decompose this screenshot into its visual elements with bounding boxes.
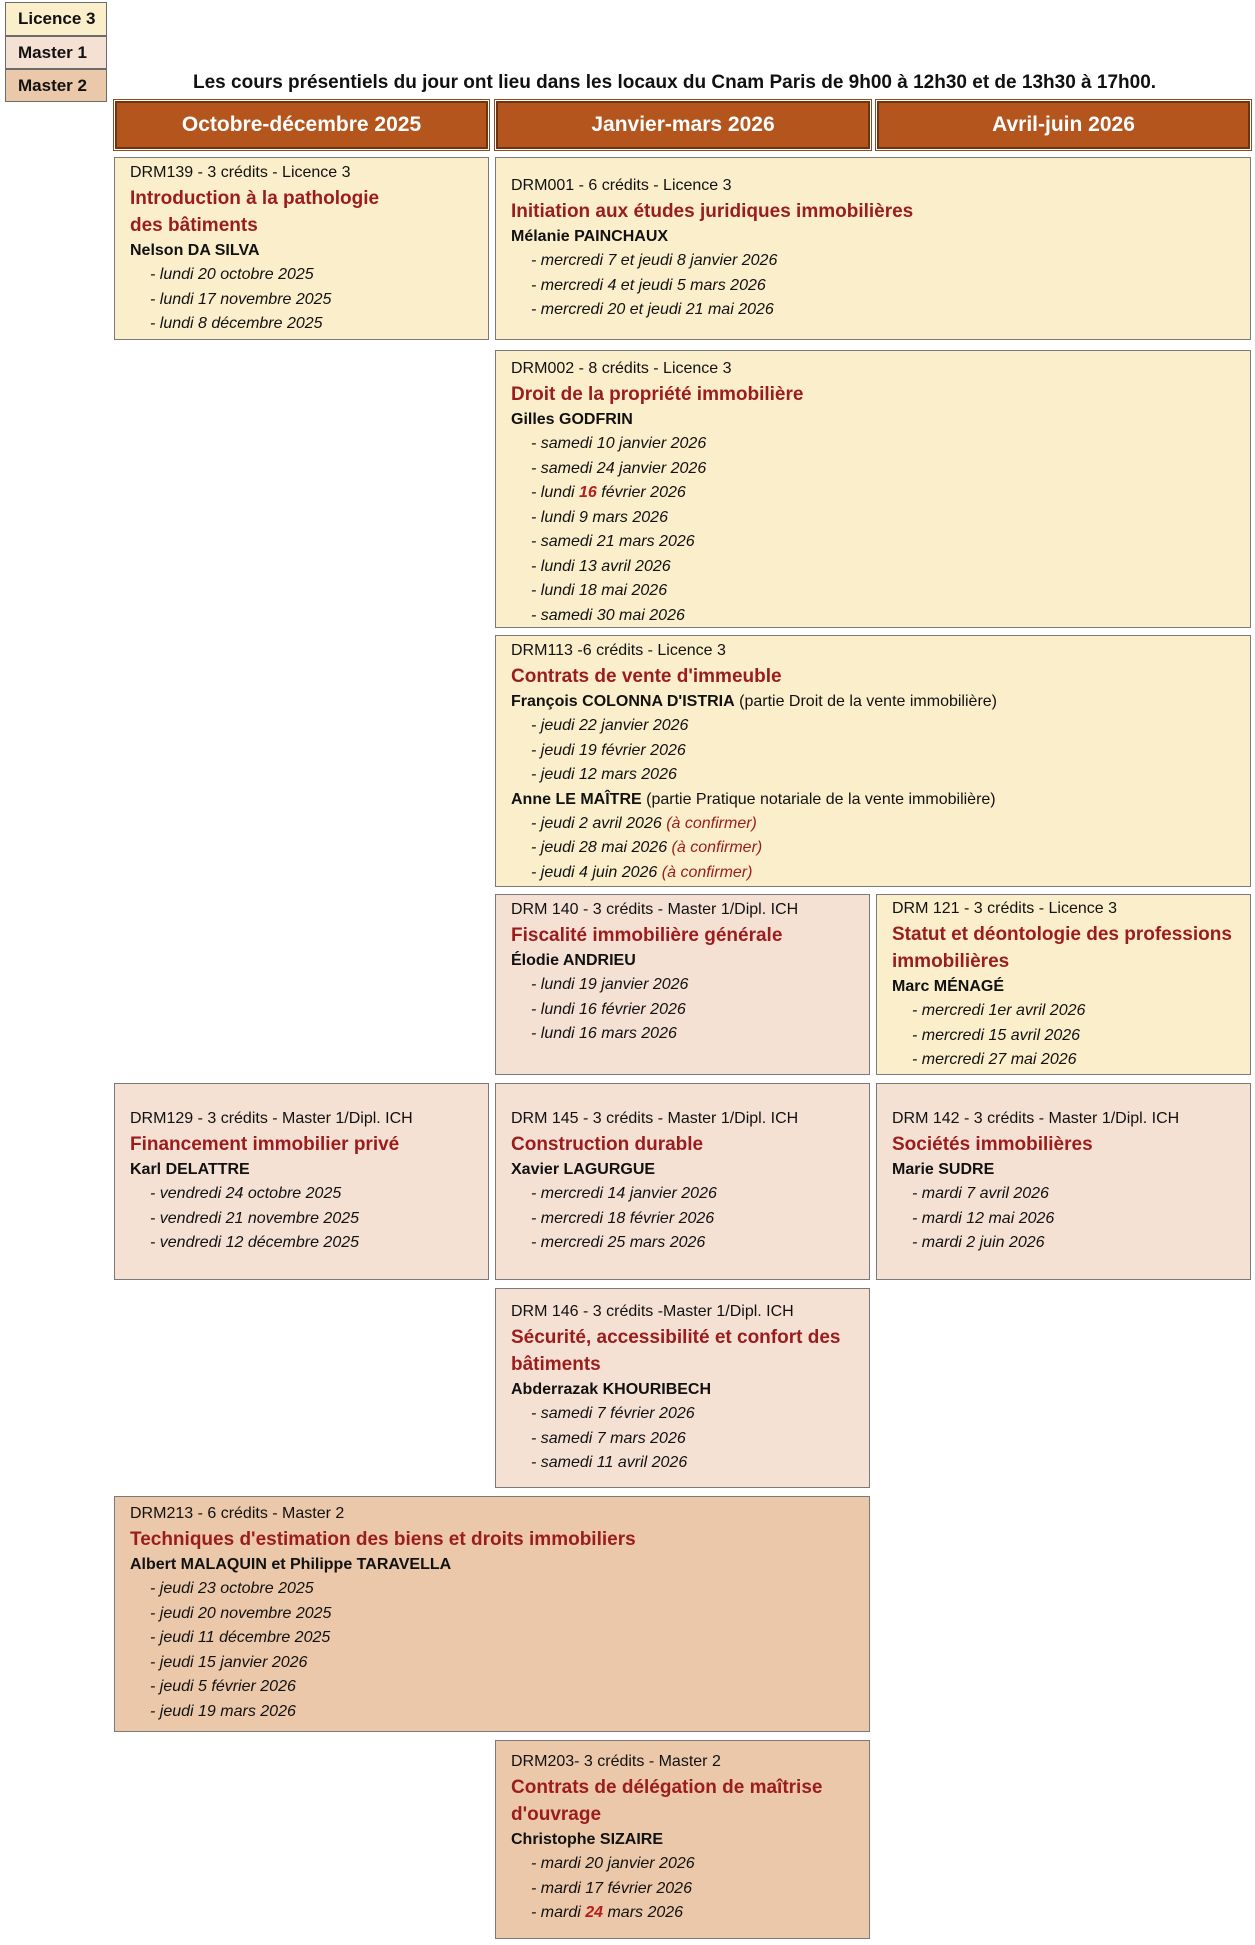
course-code: DRM113 -6 crédits - Licence 3 — [511, 642, 726, 659]
course-date: - jeudi 19 février 2026 — [531, 741, 686, 759]
course-date — [531, 861, 1235, 886]
date-text: - jeudi 4 juin 2026 — [531, 863, 658, 881]
course-card-drm001 — [495, 157, 1251, 340]
course-date: - samedi 30 mai 2026 — [531, 606, 685, 624]
course-date: - samedi 24 janvier 2026 — [531, 459, 707, 477]
course-title: Fiscalité immobilière générale — [511, 925, 783, 946]
course-date: - mercredi 27 mai 2026 — [912, 1051, 1077, 1068]
course-code: DRM213 - 6 crédits - Master 2 — [130, 1505, 345, 1522]
course-date: - mercredi 7 et jeudi 8 janvier 2026 — [531, 252, 778, 269]
course-date: - mercredi 18 février 2026 — [531, 1209, 715, 1227]
course-title: Financement immobilier privé — [130, 1134, 400, 1155]
course-date: - mardi 17 février 2026 — [531, 1879, 692, 1897]
course-date: - mardi 7 avril 2026 — [912, 1185, 1049, 1202]
course-date: - jeudi 23 octobre 2025 — [150, 1580, 314, 1597]
course-card-drm113 — [495, 635, 1251, 887]
course-date: - samedi 10 janvier 2026 — [531, 435, 707, 452]
course-date: - jeudi 5 février 2026 — [150, 1678, 296, 1695]
course-date: - jeudi 22 janvier 2026 — [531, 717, 689, 734]
course-date: - lundi 13 avril 2026 — [531, 557, 671, 575]
date-text: - jeudi 2 avril 2026 — [531, 814, 662, 832]
course-date: - mercredi 15 avril 2026 — [912, 1026, 1081, 1044]
course-date: - jeudi 15 janvier 2026 — [150, 1653, 308, 1671]
course-card-drm129 — [114, 1083, 489, 1280]
course-code: DRM139 - 3 crédits - Licence 3 — [130, 164, 351, 181]
course-date: - mardi 12 mai 2026 — [912, 1209, 1055, 1227]
course-title: Contrats de vente d'immeuble — [511, 666, 782, 687]
course-date: - mercredi 1er avril 2026 — [912, 1002, 1086, 1019]
course-dates — [511, 1402, 854, 1476]
course-card-drm146 — [495, 1288, 870, 1488]
course-card-drm121 — [876, 894, 1251, 1075]
course-teacher — [511, 690, 1235, 714]
legend-master-2: Master 2 — [5, 69, 107, 102]
course-code: DRM002 - 8 crédits - Licence 3 — [511, 360, 732, 377]
header-jan-mar-2026: Janvier-mars 2026 — [496, 101, 870, 149]
course-teacher: Marc MÉNAGÉ — [892, 978, 1005, 995]
course-card-drm002 — [495, 350, 1251, 628]
date-text: - jeudi 28 mai 2026 — [531, 839, 668, 856]
course-card-drm203 — [495, 1740, 870, 1939]
course-code: DRM 145 - 3 crédits - Master 1/Dipl. ICH — [511, 1110, 799, 1127]
course-date: - samedi 11 avril 2026 — [531, 1454, 688, 1471]
course-date: - vendredi 21 novembre 2025 — [150, 1209, 360, 1227]
header-oct-dec-2025: Octobre-décembre 2025 — [115, 101, 488, 149]
course-date: - jeudi 12 mars 2026 — [531, 766, 677, 783]
course-title: Initiation aux études juridiques immobilières — [511, 201, 914, 222]
to-confirm-label: (à confirmer) — [671, 839, 763, 856]
course-date — [531, 1901, 854, 1926]
course-date: - vendredi 24 octobre 2025 — [150, 1185, 342, 1202]
course-teacher: Mélanie PAINCHAUX — [511, 228, 669, 245]
header-apr-jun-2026: Avril-juin 2026 — [877, 101, 1250, 149]
course-teacher: Christophe SIZAIRE — [511, 1831, 664, 1848]
course-code: DRM 121 - 3 crédits - Licence 3 — [892, 900, 1117, 917]
course-dates — [511, 1182, 854, 1256]
course-date: - lundi 16 février 2026 — [531, 1000, 686, 1018]
course-code: DRM203- 3 crédits - Master 2 — [511, 1753, 721, 1770]
course-date: - lundi 20 octobre 2025 — [150, 266, 314, 283]
course-dates — [892, 999, 1235, 1073]
course-title: Statut et déontologie des professions immobilières — [892, 924, 1232, 972]
course-date — [531, 812, 1235, 837]
course-date: - mercredi 20 et jeudi 21 mai 2026 — [531, 301, 774, 318]
course-date: - lundi 9 mars 2026 — [531, 508, 668, 526]
course-date: - mardi 2 juin 2026 — [912, 1234, 1045, 1251]
schedule-notice: Les cours présentiels du jour ont lieu dans les locaux du Cnam Paris de 9h00 à 12h30 et de 13h30 à 17h00. — [193, 72, 1157, 93]
legend-licence-3: Licence 3 — [5, 2, 107, 36]
course-dates — [511, 714, 1235, 788]
legend-master-1: Master 1 — [5, 36, 107, 69]
course-dates — [130, 1182, 473, 1256]
course-date: - mercredi 25 mars 2026 — [531, 1234, 706, 1251]
course-teacher: Xavier LAGURGUE — [511, 1161, 656, 1178]
course-code: DRM 140 - 3 crédits - Master 1/Dipl. ICH — [511, 901, 799, 918]
course-card-drm142 — [876, 1083, 1251, 1280]
course-teacher: Élodie ANDRIEU — [511, 952, 636, 969]
date-prefix: - lundi — [531, 484, 580, 501]
highlighted-day: 24 — [585, 1904, 604, 1921]
course-title: Contrats de délégation de maîtrise d'ouvrage — [511, 1777, 823, 1825]
course-dates — [511, 812, 1235, 886]
course-date: - samedi 7 février 2026 — [531, 1405, 695, 1422]
course-teacher: Marie SUDRE — [892, 1161, 995, 1178]
course-date: - mardi 20 janvier 2026 — [531, 1855, 695, 1872]
course-date: - lundi 8 décembre 2025 — [150, 315, 323, 332]
course-date: - mercredi 14 janvier 2026 — [531, 1185, 717, 1202]
course-dates — [130, 263, 473, 337]
course-date: - vendredi 12 décembre 2025 — [150, 1234, 360, 1251]
course-card-drm213 — [114, 1496, 870, 1732]
course-code: DRM 146 - 3 crédits -Master 1/Dipl. ICH — [511, 1303, 794, 1320]
course-title: Droit de la propriété immobilière — [511, 384, 804, 405]
course-dates — [511, 973, 854, 1047]
course-date — [531, 836, 1235, 861]
highlighted-day: 16 — [579, 484, 597, 501]
course-title: Sécurité, accessibilité et confort des bâtiments — [511, 1327, 841, 1375]
course-date: - lundi 19 janvier 2026 — [531, 976, 689, 993]
teacher-note: (partie Pratique notariale de la vente immobilière) — [641, 790, 996, 808]
course-code: DRM001 - 6 crédits - Licence 3 — [511, 177, 732, 194]
course-date: - jeudi 19 mars 2026 — [150, 1702, 296, 1720]
course-title: Construction durable — [511, 1134, 704, 1155]
course-code: DRM 142 - 3 crédits - Master 1/Dipl. ICH — [892, 1110, 1180, 1127]
date-suffix: février 2026 — [596, 484, 686, 501]
course-card-drm139 — [114, 157, 489, 340]
course-dates — [511, 432, 1235, 628]
course-teacher: Albert MALAQUIN et Philippe TARAVELLA — [130, 1556, 452, 1573]
course-teacher: Abderrazak KHOURIBECH — [511, 1381, 712, 1398]
teacher-name: François COLONNA D'ISTRIA — [511, 693, 735, 710]
course-dates — [511, 249, 1235, 323]
course-date: - jeudi 20 novembre 2025 — [150, 1604, 332, 1622]
course-title: Techniques d'estimation des biens et droits immobiliers — [130, 1529, 636, 1550]
date-prefix: - mardi — [531, 1904, 586, 1921]
to-confirm-label: (à confirmer) — [666, 814, 757, 832]
course-teacher: Karl DELATTRE — [130, 1161, 250, 1178]
course-dates — [511, 1852, 854, 1926]
course-date: - mercredi 4 et jeudi 5 mars 2026 — [531, 276, 766, 294]
teacher-name: Anne LE MAÎTRE — [511, 790, 642, 808]
course-date — [531, 481, 1235, 506]
course-teacher — [511, 788, 1235, 812]
course-date: - samedi 7 mars 2026 — [531, 1429, 686, 1447]
course-card-drm140 — [495, 894, 870, 1075]
course-date: - lundi 18 mai 2026 — [531, 582, 668, 599]
course-date: - samedi 21 mars 2026 — [531, 533, 695, 550]
course-teacher: Nelson DA SILVA — [130, 242, 260, 259]
date-suffix: mars 2026 — [603, 1904, 684, 1921]
course-date: - lundi 16 mars 2026 — [531, 1025, 677, 1042]
course-teacher: Gilles GODFRIN — [511, 411, 633, 428]
course-date: - lundi 17 novembre 2025 — [150, 290, 332, 308]
course-dates — [892, 1182, 1235, 1256]
course-date: - jeudi 11 décembre 2025 — [150, 1629, 331, 1646]
course-code: DRM129 - 3 crédits - Master 1/Dipl. ICH — [130, 1110, 413, 1127]
to-confirm-label: (à confirmer) — [661, 863, 753, 881]
course-title: Sociétés immobilières — [892, 1134, 1093, 1155]
course-dates — [130, 1577, 854, 1724]
teacher-note: (partie Droit de la vente immobilière) — [734, 693, 997, 710]
course-card-drm145 — [495, 1083, 870, 1280]
course-title: Introduction à la pathologie des bâtiments — [130, 188, 380, 236]
